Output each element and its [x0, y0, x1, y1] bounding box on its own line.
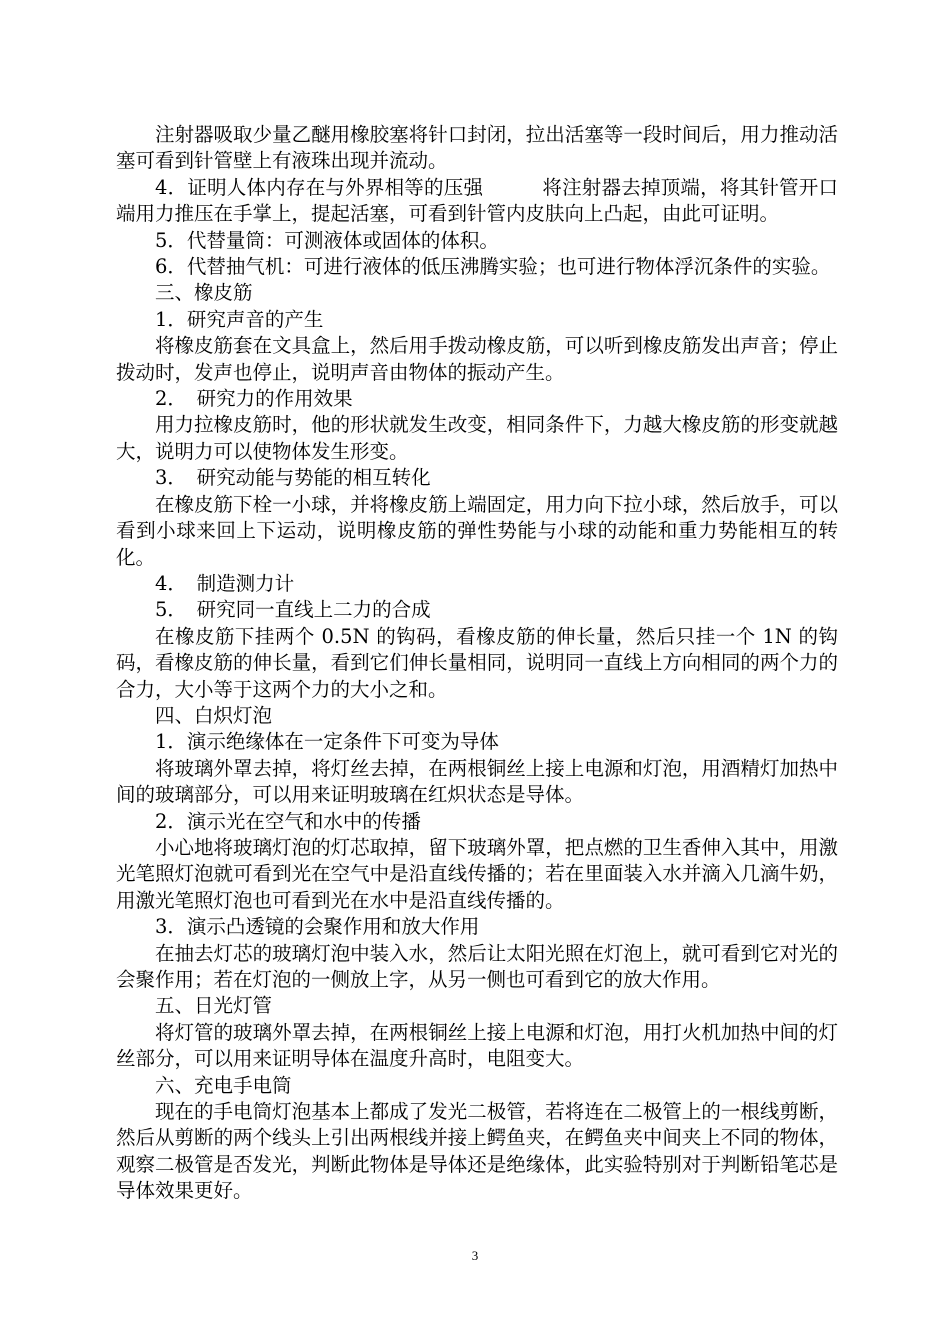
paragraph-flashlight: 现在的手电筒灯泡基本上都成了发光二极管，若将连在二极管上的一根线剪断，然后从剪断的两个线头上引出两根线并接上鳄鱼夹，在鳄鱼夹中间夹上不同的物体，观察二极管是否发光，判断此物体是导体还是绝缘体，此实验特别对于判断铅笔芯是导体效果更好。: [116, 1100, 838, 1203]
paragraph-insulator: 将玻璃外罩去掉，将灯丝去掉，在两根铜丝上接上电源和灯泡，用酒精灯加热中间的玻璃部分，可以用来证明玻璃在红炽状态是导体。: [116, 756, 838, 807]
paragraph-light-propagation: 小心地将玻璃灯泡的灯芯取掉，留下玻璃外罩，把点燃的卫生香伸入其中，用激光笔照灯泡就可看到光在空气中是沿直线传播的；若在里面装入水并滴入几滴牛奶，用激光笔照灯泡也可看到光在水中是沿直线传播的。: [116, 835, 838, 912]
subheading-force-effect: 2． 研究力的作用效果: [155, 387, 353, 411]
section-heading-fluorescent: 五、日光灯管: [155, 994, 273, 1018]
paragraph-fluorescent: 将灯管的玻璃外罩去掉，在两根铜丝上接上电源和灯泡，用打火机加热中间的灯丝部分，可以用来证明导体在温度升高时，电阻变大。: [116, 1020, 838, 1071]
paragraph-syringe-ether: 注射器吸取少量乙醚用橡胶塞将针口封闭，拉出活塞等一段时间后，用力推动活塞可看到针管壁上有液珠出现并流动。: [116, 123, 838, 173]
paragraph-sound: 将橡皮筋套在文具盒上，然后用手拨动橡皮筋，可以听到橡皮筋发出声音；停止拨动时，发声也停止，说明声音由物体的振动产生。: [116, 334, 838, 384]
paragraph-item-6-pump: 6．代替抽气机：可进行液体的低压沸腾实验；也可进行物体浮沉条件的实验。: [155, 255, 831, 279]
paragraph-item-5-cylinder: 5．代替量筒：可测液体或固体的体积。: [155, 228, 499, 252]
page-body: [116, 122, 838, 1205]
section-heading-rubber-band: 三、橡皮筋: [155, 281, 253, 305]
paragraph-convex-lens: 在抽去灯芯的玻璃灯泡中装入水，然后让太阳光照在灯泡上，就可看到它对光的会聚作用；若在灯泡的一侧放上字，从另一侧也可看到它的放大作用。: [116, 941, 838, 991]
section-heading-flashlight: 六、充电手电筒: [155, 1073, 292, 1097]
paragraph-energy: 在橡皮筋下栓一小球，并将橡皮筋上端固定，用力向下拉小球，然后放手，可以看到小球来回上下运动，说明橡皮筋的弹性势能与小球的动能和重力势能相互的转化。: [116, 492, 838, 569]
subheading-sound: 1．研究声音的产生: [155, 307, 324, 331]
subheading-light-propagation: 2．演示光在空气和水中的传播: [155, 809, 421, 833]
page-number: 3: [471, 1248, 479, 1263]
subheading-convex-lens: 3．演示凸透镜的会聚作用和放大作用: [155, 915, 480, 939]
subheading-force-composition: 5． 研究同一直线上二力的合成: [155, 598, 431, 622]
subheading-dynamometer: 4． 制造测力计: [155, 571, 295, 595]
subheading-insulator: 1．演示绝缘体在一定条件下可变为导体: [155, 730, 499, 754]
subheading-energy: 3． 研究动能与势能的相互转化: [155, 466, 431, 490]
paragraph-force-composition: 在橡皮筋下挂两个 0.5N 的钩码，看橡皮筋的伸长量，然后只挂一个 1N 的钩码，看橡皮筋的伸长量，看到它们伸长量相同，说明同一直线上方向相同的两个力的合力，大小等于这两个力的大小之和。: [116, 624, 838, 701]
paragraph-item-4-pressure: 4．证明人体内存在与外界相等的压强 将注射器去掉顶端，将其针管开口端用力推压在手掌上，提起活塞，可看到针管内皮肤向上凸起，由此可证明。: [116, 175, 838, 226]
paragraph-force-effect: 用力拉橡皮筋时，他的形状就发生改变，相同条件下，力越大橡皮筋的形变就越大，说明力可以使物体发生形变。: [116, 413, 838, 463]
section-heading-bulb: 四、白炽灯泡: [155, 703, 273, 727]
